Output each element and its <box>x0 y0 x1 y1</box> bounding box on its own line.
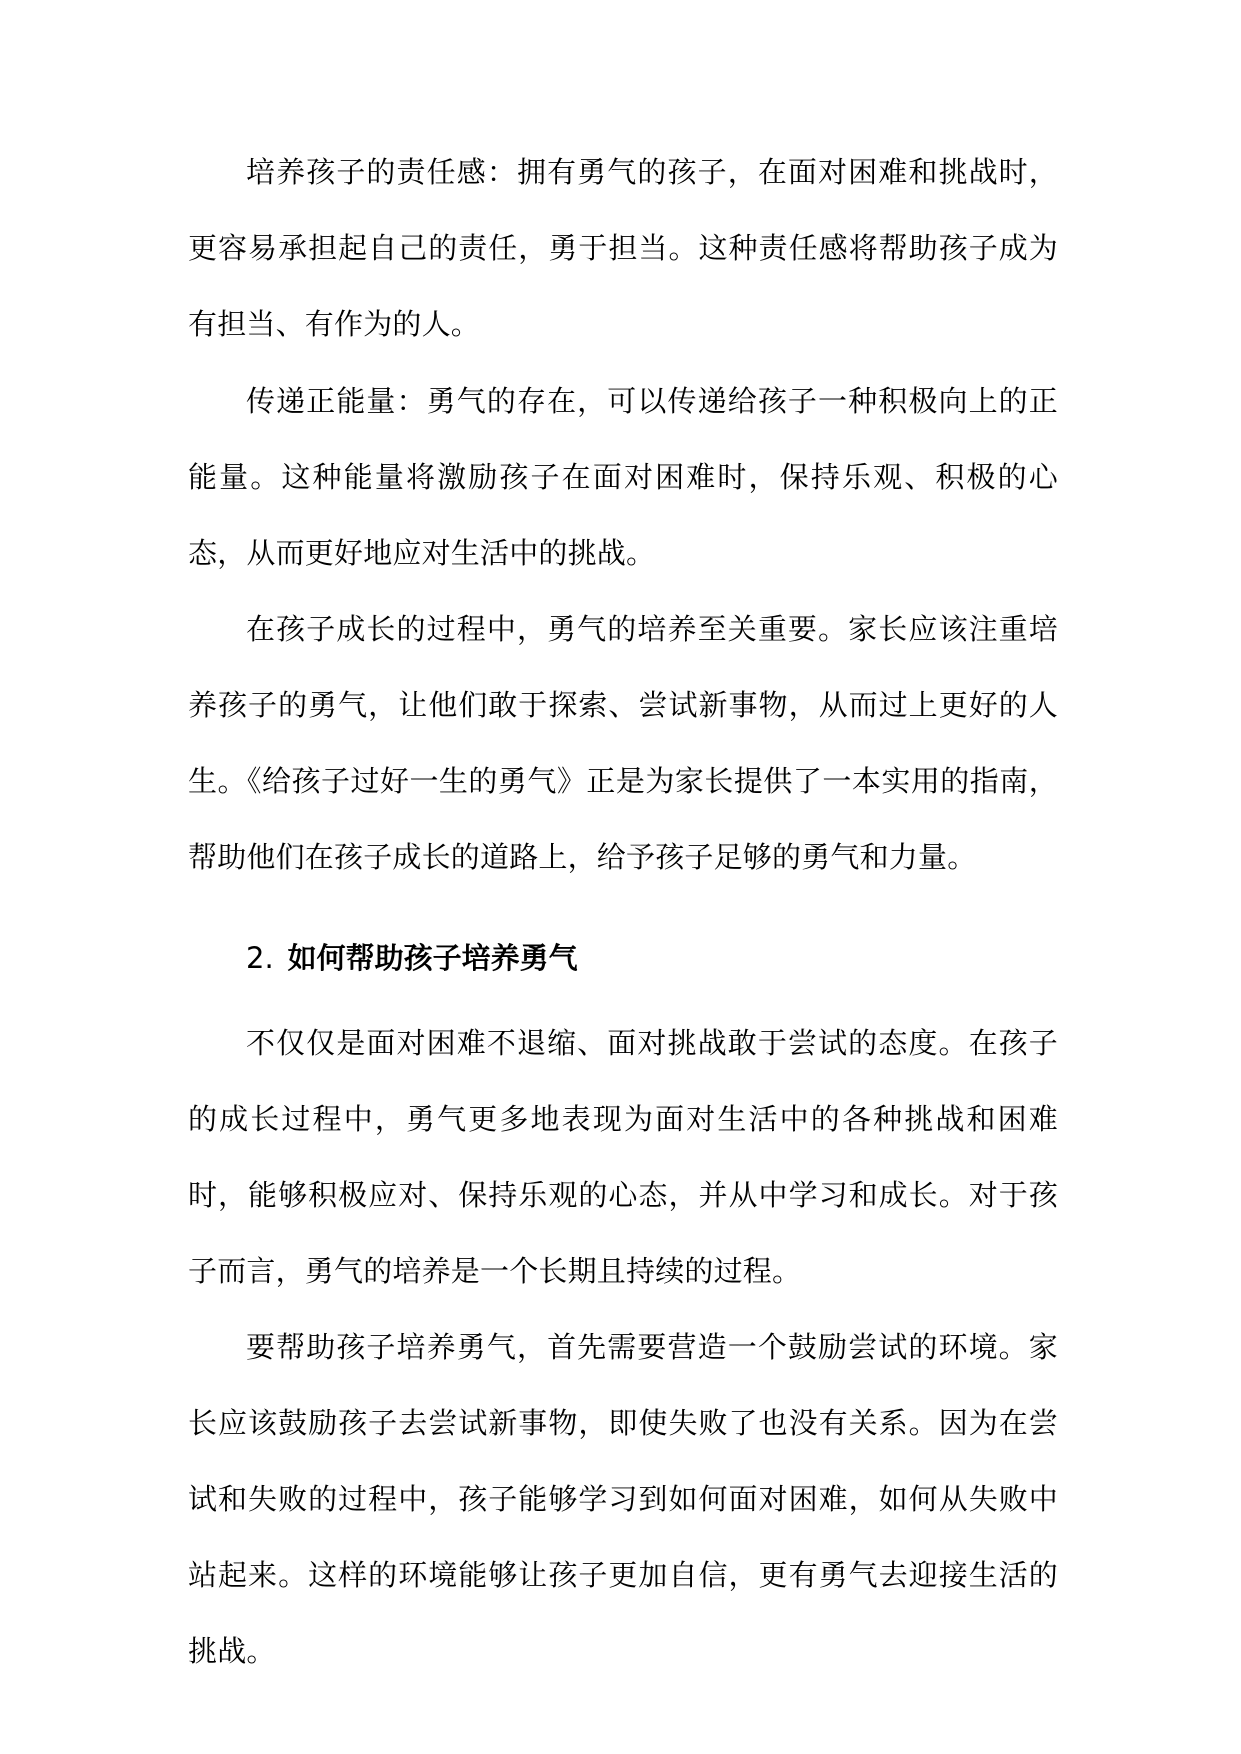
paragraph-positive-energy: 传递正能量：勇气的存在，可以传递给孩子一种积极向上的正能量。这种能量将激励孩子在面对困难时，保持乐观、积极的心态，从而更好地应对生活中的挑战。 <box>188 384 1058 570</box>
section-title: 如何帮助孩子培养勇气 <box>287 941 578 975</box>
section-heading <box>246 928 578 988</box>
paragraph-conclusion: 在孩子成长的过程中，勇气的培养至关重要。家长应该注重培养孩子的勇气，让他们敢于探索、尝试新事物，从而过上更好的人生。《给孩子过好一生的勇气》正是为家长提供了一本实用的指南，帮助他们在孩子成长的道路上，给予孩子足够的勇气和力量。 <box>188 612 1058 874</box>
paragraph-encouraging-environment: 要帮助孩子培养勇气，首先需要营造一个鼓励尝试的环境。家长应该鼓励孩子去尝试新事物，即使失败了也没有关系。因为在尝试和失败的过程中，孩子能够学习到如何面对困难，如何从失败中站起来。这样的环境能够让孩子更加自信，更有勇气去迎接生活的挑战。 <box>188 1330 1058 1668</box>
paragraph-responsibility: 培养孩子的责任感：拥有勇气的孩子，在面对困难和挑战时，更容易承担起自己的责任，勇于担当。这种责任感将帮助孩子成为有担当、有作为的人。 <box>188 155 1058 341</box>
paragraph-courage-definition: 不仅仅是面对困难不退缩、面对挑战敢于尝试的态度。在孩子的成长过程中，勇气更多地表现为面对生活中的各种挑战和困难时，能够积极应对、保持乐观的心态，并从中学习和成长。对于孩子而言，勇气的培养是一个长期且持续的过程。 <box>188 1026 1058 1288</box>
section-number: 2. <box>246 941 274 975</box>
